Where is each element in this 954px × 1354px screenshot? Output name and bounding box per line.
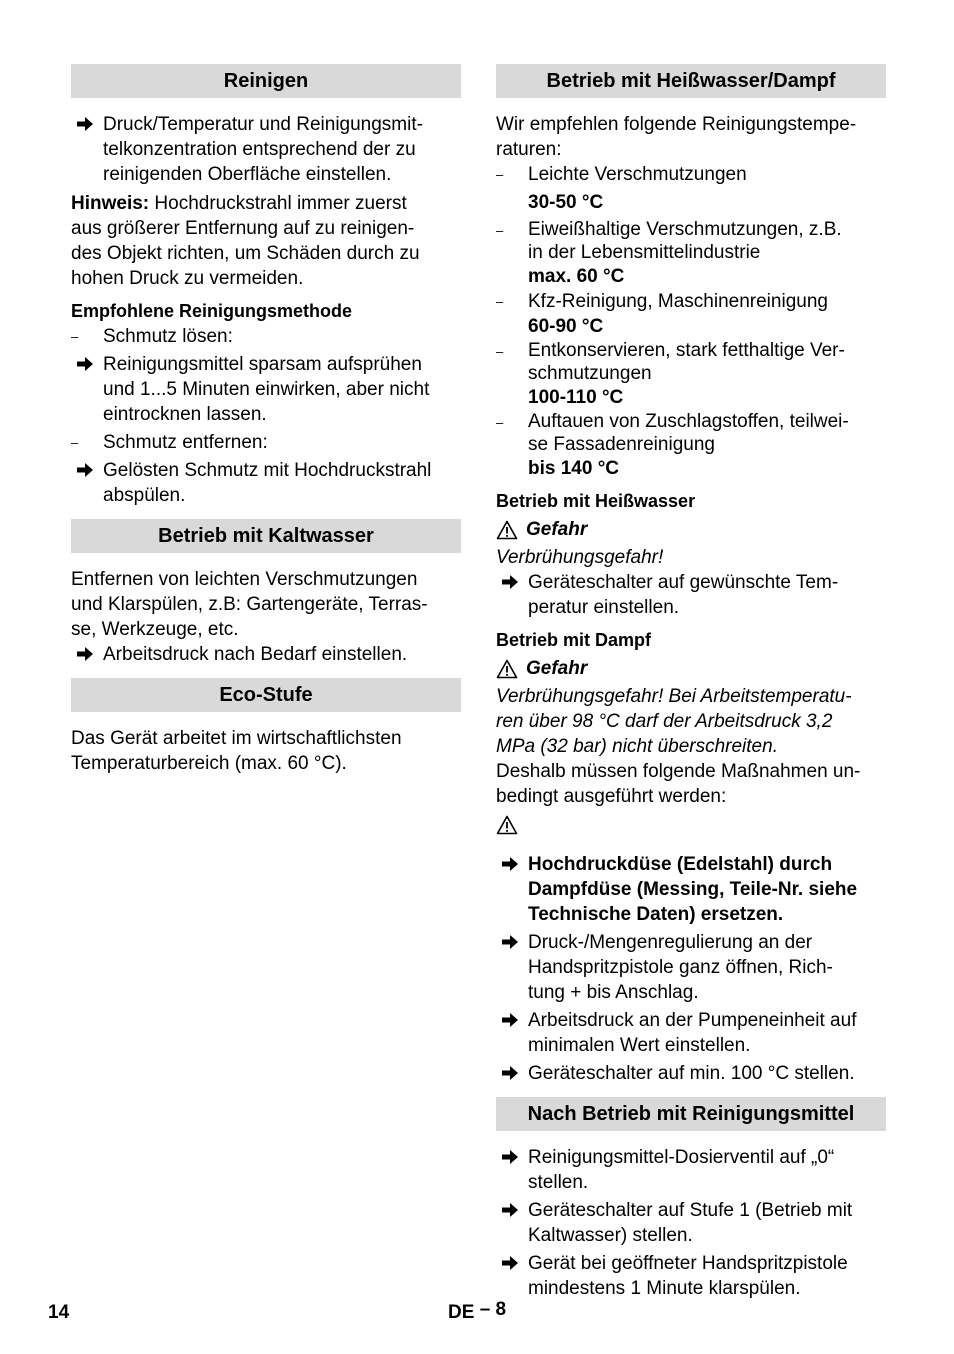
arrow-right-icon	[73, 355, 97, 373]
dash-bullet: –	[496, 344, 504, 359]
hinweis-paragraph: Hinweis: Hochdruckstrahl immer zuerst aus größerer Entfernung auf zu reinigen- des Objekt richten, um Schäden durch zu hohen Druck zu vermeiden.	[71, 193, 420, 289]
dash-bullet: –	[496, 167, 504, 182]
warning-triangle-icon	[496, 659, 518, 679]
section-heading-eco-stufe: Eco-Stufe	[71, 678, 461, 712]
dash-item: – Schmutz lösen:	[71, 326, 233, 347]
section-heading-heisswasser-dampf: Betrieb mit Heißwasser/Dampf	[496, 64, 886, 98]
temperature-item: – Entkonservieren, stark fetthaltige Ver- schmutzungen 100-110 °C	[496, 339, 886, 410]
eco-text: Das Gerät arbeitet im wirtschaftlichsten Temperaturbereich (max. 60 °C).	[71, 728, 402, 774]
dash-bullet: –	[496, 294, 504, 309]
danger-label-row	[496, 517, 886, 542]
danger-label-row	[496, 656, 886, 681]
kaltwasser-text: Entfernen von leichten Verschmutzungen und Klarspülen, z.B: Gartengeräte, Terras- se, Werkzeuge, etc.	[71, 569, 428, 640]
step-item: Reinigungsmittel-Dosierventil auf „0“ stellen.	[496, 1145, 886, 1195]
temperature-item: – Leichte Verschmutzungen 30-50 °C	[496, 162, 886, 215]
arrow-right-icon	[498, 855, 522, 873]
step-item: Geräteschalter auf min. 100 °C stellen.	[496, 1061, 886, 1086]
dash-bullet: –	[71, 435, 79, 450]
warning-triangle-icon	[496, 520, 518, 540]
temperature-value: 30-50 °C	[528, 192, 604, 213]
left-column	[71, 64, 461, 776]
temperature-value: bis 140 °C	[528, 458, 620, 479]
step-item	[71, 112, 461, 187]
danger-label: Gefahr	[526, 519, 588, 540]
arrow-right-icon	[498, 1148, 522, 1166]
arrow-right-icon	[498, 1201, 522, 1219]
temperature-item: – Kfz-Reinigung, Maschinenreinigung 60-90 °C	[496, 289, 886, 339]
warning-marker	[496, 815, 886, 841]
step-item: Geräteschalter auf Stufe 1 (Betrieb mit Kaltwasser) stellen.	[496, 1198, 886, 1248]
dash-bullet: –	[496, 415, 504, 430]
footer-code: DE – 8	[448, 1299, 507, 1323]
temperature-value: 60-90 °C	[528, 316, 604, 337]
temperature-item: – Eiweißhaltige Verschmutzungen, z.B. in der Lebensmittelindustrie max. 60 °C	[496, 218, 886, 289]
subheading-betrieb-heisswasser: Betrieb mit Heißwasser	[496, 491, 696, 511]
arrow-right-icon	[498, 1064, 522, 1082]
temperature-item: – Auftauen von Zuschlagstoffen, teilwei- se Fassadenreinigung bis 140 °C	[496, 410, 886, 481]
arrow-right-icon	[498, 1011, 522, 1029]
arrow-right-icon	[498, 573, 522, 591]
step-item: Hochdruckdüse (Edelstahl) durch Dampfdüse (Messing, Teile-Nr. siehe Technische Daten) ersetzen.	[496, 852, 886, 927]
step-item: Arbeitsdruck nach Bedarf einstellen.	[71, 642, 461, 667]
danger-text: Verbrühungsgefahr! Bei Arbeitstemperatu- ren über 98 °C darf der Arbeitsdruck 3,2 MPa (32 bar) nicht überschreiten.	[496, 686, 852, 757]
section-heading-reinigen: Reinigen	[71, 64, 461, 98]
dash-bullet: –	[71, 329, 79, 344]
step-text: Druck/Temperatur und Reinigungsmit- telkonzentration entsprechend der zu reinigenden Oberfläche einstellen.	[103, 114, 423, 185]
page-number: 14	[48, 1302, 70, 1323]
temperature-value: 100-110 °C	[528, 387, 624, 408]
hinweis-label: Hinweis:	[71, 193, 150, 214]
dampf-text: Deshalb müssen folgende Maßnahmen un- bedingt ausgeführt werden:	[496, 761, 861, 807]
temperature-intro: Wir empfehlen folgende Reinigungstempe- raturen:	[496, 114, 857, 160]
arrow-right-icon	[73, 461, 97, 479]
section-heading-kaltwasser: Betrieb mit Kaltwasser	[71, 519, 461, 553]
arrow-right-icon	[73, 115, 97, 133]
dash-bullet: –	[496, 223, 504, 238]
dash-item: – Schmutz entfernen:	[71, 432, 268, 453]
step-item: Druck-/Mengenregulierung an der Handspritzpistole ganz öffnen, Rich- tung + bis Anschlag.	[496, 930, 886, 1005]
warning-triangle-icon	[496, 815, 518, 835]
right-column	[496, 64, 886, 1301]
subheading-empfohlene-methode: Empfohlene Reinigungsmethode	[71, 301, 353, 321]
step-item: Reinigungsmittel sparsam aufsprühen und 1...5 Minuten einwirken, aber nicht eintrocknen lassen.	[71, 352, 461, 427]
step-item: Gelösten Schmutz mit Hochdruckstrahl abspülen.	[71, 458, 461, 508]
step-item: Geräteschalter auf gewünschte Tem- peratur einstellen.	[496, 570, 886, 620]
danger-text: Verbrühungsgefahr!	[496, 547, 664, 568]
section-heading-nach-betrieb: Nach Betrieb mit Reinigungsmittel	[496, 1097, 886, 1131]
danger-label: Gefahr	[526, 658, 588, 679]
step-item: Gerät bei geöffneter Handspritzpistole mindestens 1 Minute klarspülen.	[496, 1251, 886, 1301]
subheading-betrieb-dampf: Betrieb mit Dampf	[496, 630, 652, 650]
arrow-right-icon	[498, 933, 522, 951]
arrow-right-icon	[73, 645, 97, 663]
arrow-right-icon	[498, 1254, 522, 1272]
step-item: Arbeitsdruck an der Pumpeneinheit auf minimalen Wert einstellen.	[496, 1008, 886, 1058]
temperature-value: max. 60 °C	[528, 266, 625, 287]
